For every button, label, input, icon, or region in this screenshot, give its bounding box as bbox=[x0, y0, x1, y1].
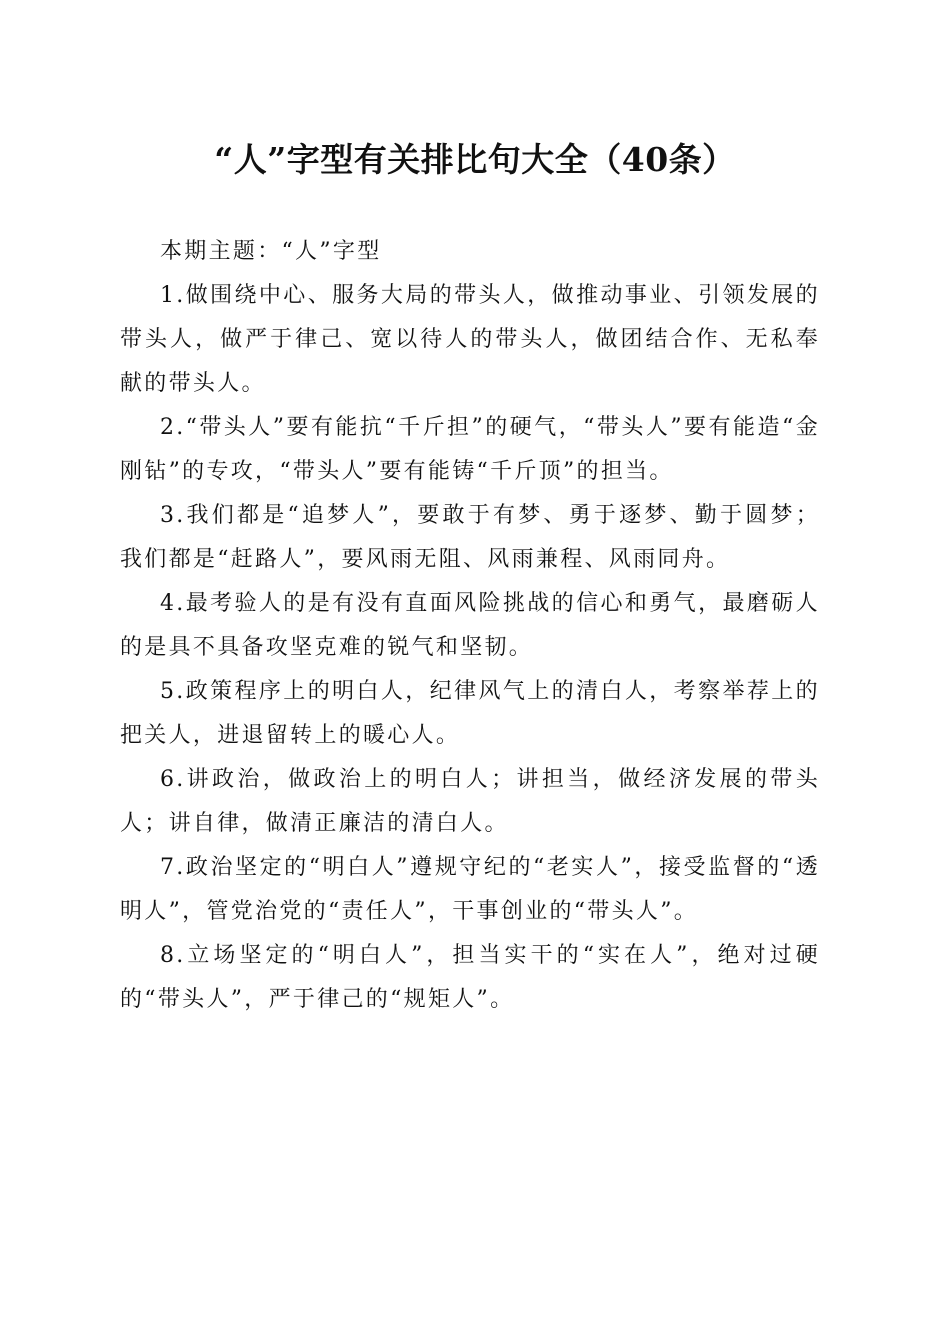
list-item: 4.最考验人的是有没有直面风险挑战的信心和勇气，最磨砺人的是具不具备攻坚克难的锐气和坚韧。 bbox=[120, 591, 820, 660]
list-item: 5.政策程序上的明白人，纪律风气上的清白人，考察举荐上的把关人，进退留转上的暖心人。 bbox=[120, 679, 820, 748]
page-title: “人”字型有关排比句大全（40条） bbox=[214, 140, 736, 179]
intro-paragraph: 本期主题：“人”字型 bbox=[160, 239, 382, 264]
document-body bbox=[120, 230, 820, 1022]
list-item: 3.我们都是“追梦人”，要敢于有梦、勇于逐梦、勤于圆梦；我们都是“赶路人”，要风雨无阻、风雨兼程、风雨同舟。 bbox=[120, 503, 820, 572]
list-item: 7.政治坚定的“明白人”遵规守纪的“老实人”，接受监督的“透明人”，管党治党的“责任人”，干事创业的“带头人”。 bbox=[120, 855, 820, 924]
list-item: 2.“带头人”要有能抗“千斤担”的硬气，“带头人”要有能造“金刚钻”的专攻，“带头人”要有能铸“千斤顶”的担当。 bbox=[120, 415, 820, 484]
list-item: 8.立场坚定的“明白人”，担当实干的“实在人”，绝对过硬的“带头人”，严于律己的“规矩人”。 bbox=[120, 943, 820, 1012]
list-item: 6.讲政治，做政治上的明白人；讲担当，做经济发展的带头人；讲自律，做清正廉洁的清白人。 bbox=[120, 767, 820, 836]
list-item: 1.做围绕中心、服务大局的带头人，做推动事业、引领发展的带头人，做严于律己、宽以待人的带头人，做团结合作、无私奉献的带头人。 bbox=[120, 283, 820, 396]
